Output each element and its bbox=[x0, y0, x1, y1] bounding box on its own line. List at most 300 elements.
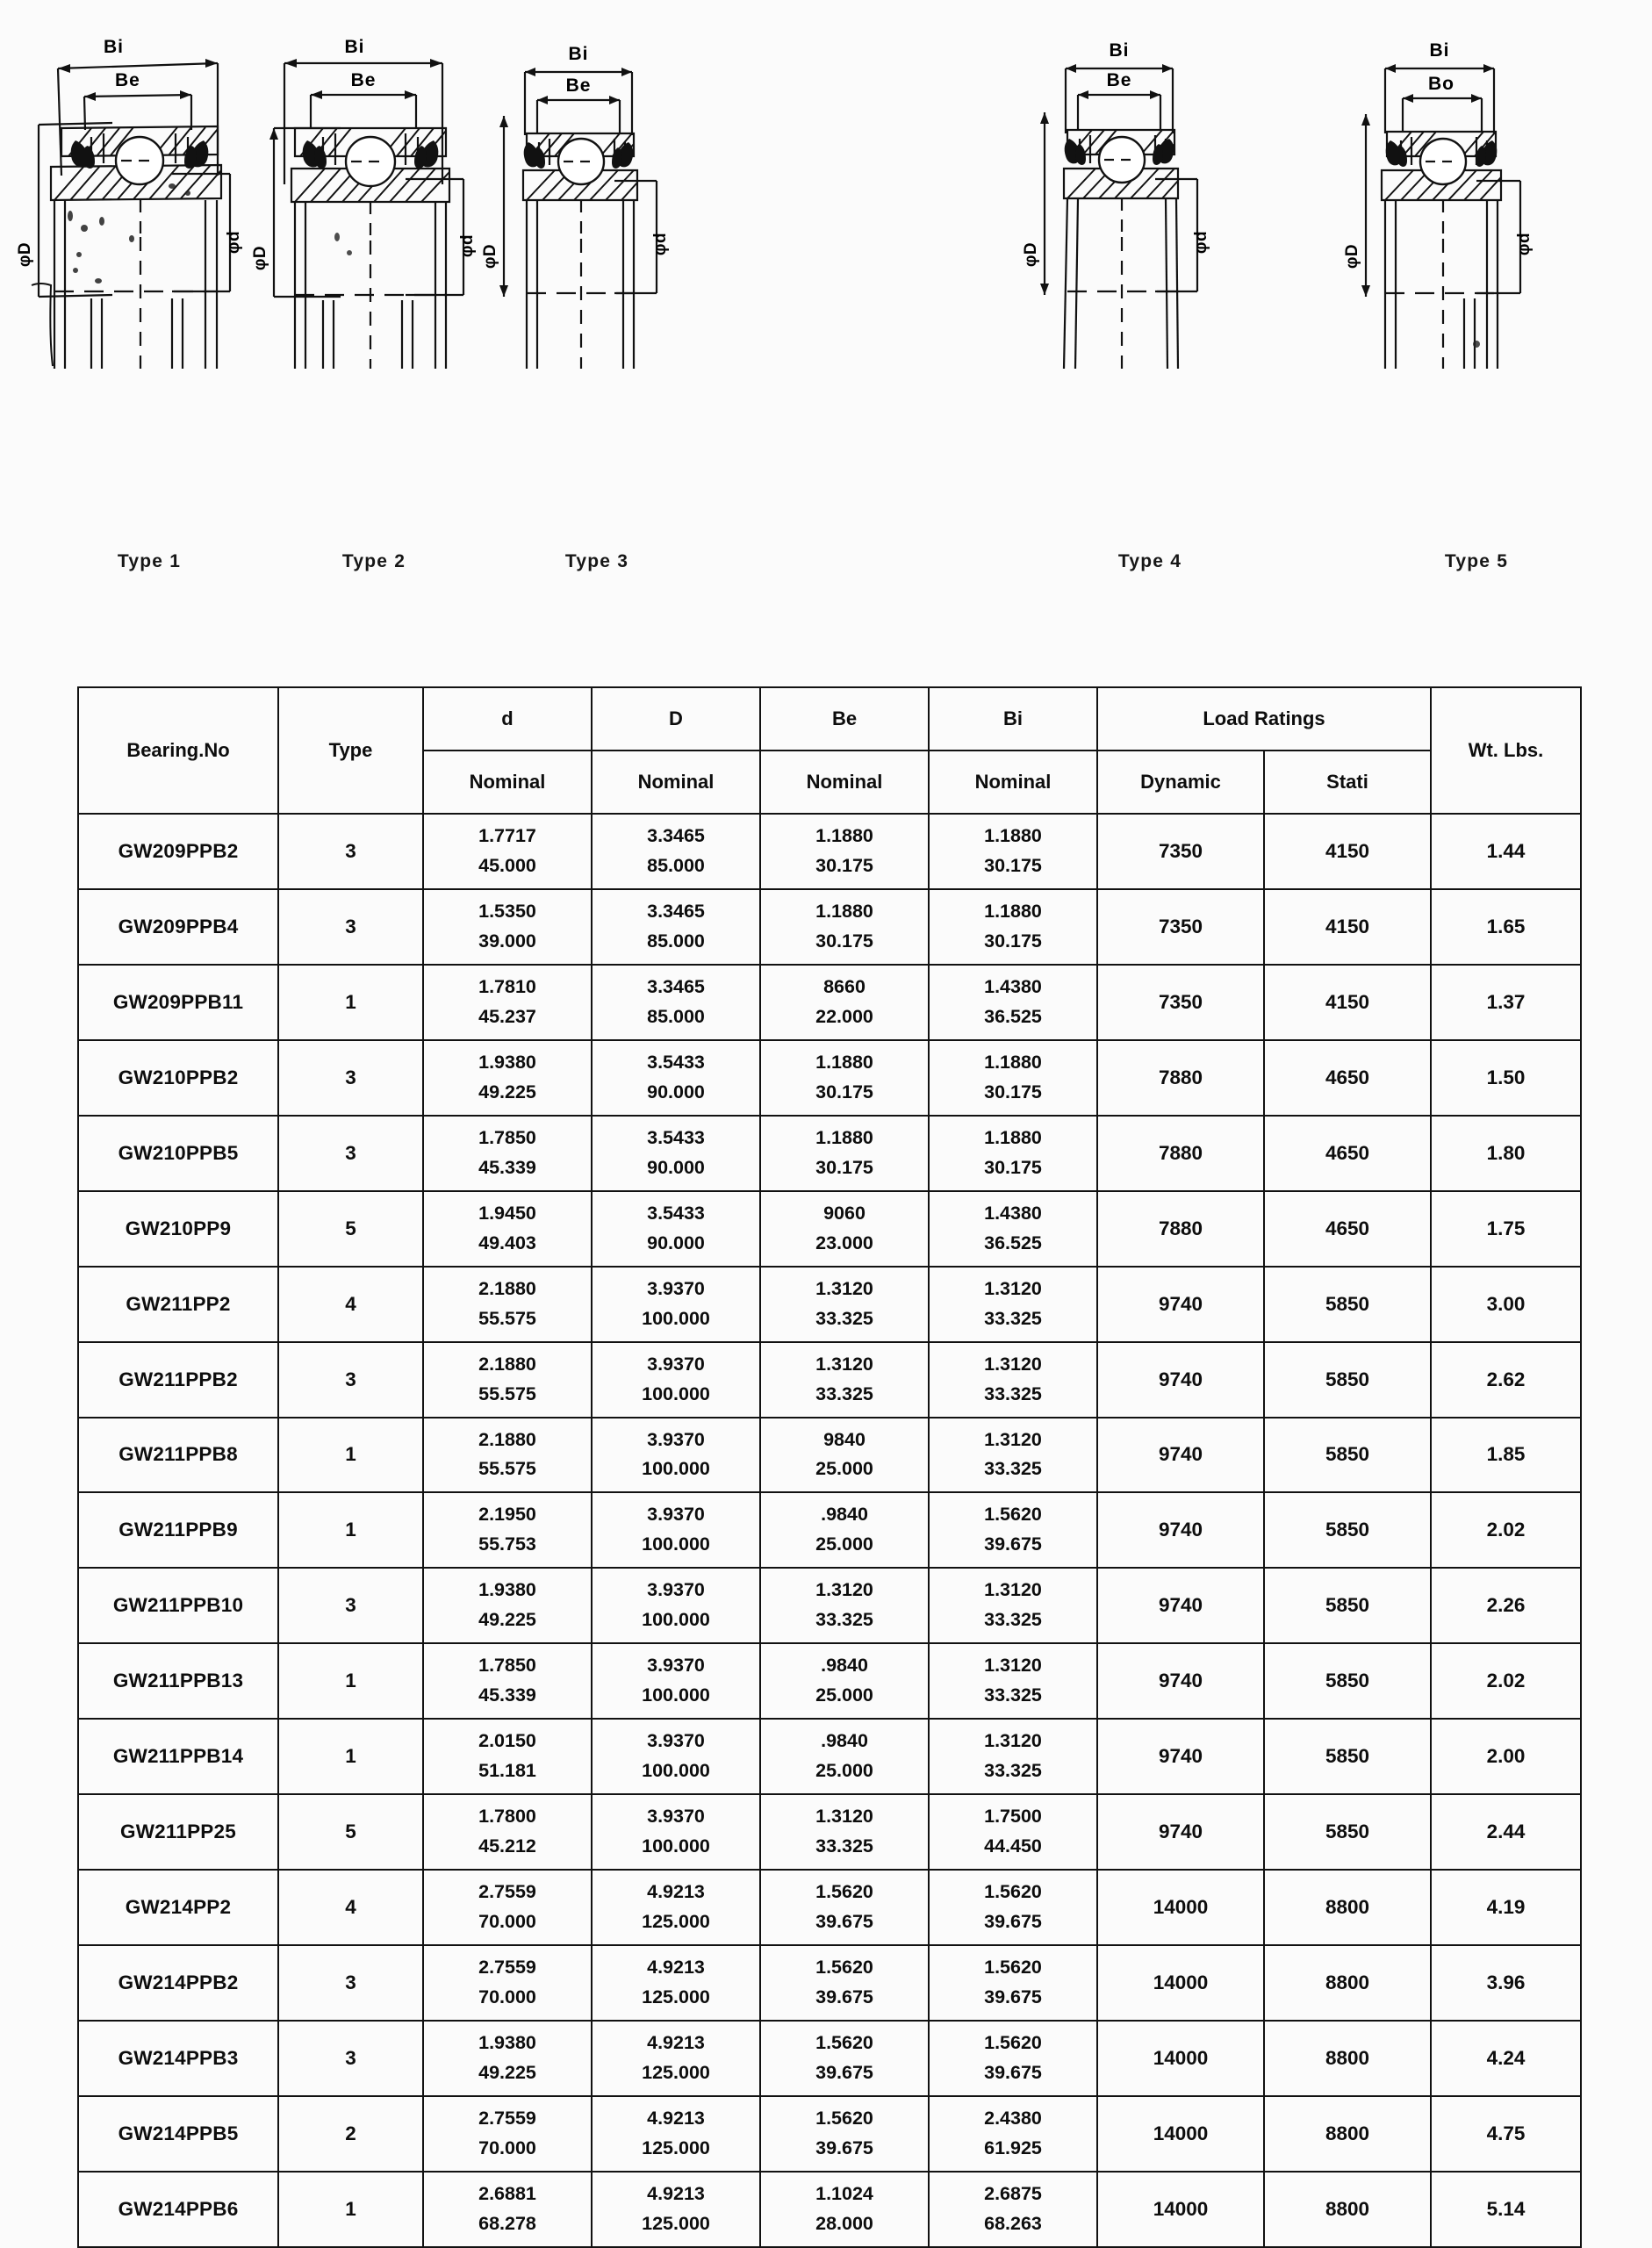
cell-weight: 4.19 bbox=[1431, 1870, 1581, 1945]
d-mm: 49.225 bbox=[478, 1609, 536, 1631]
cell-Bi bbox=[929, 1945, 1097, 2021]
D-mm: 125.000 bbox=[642, 1911, 710, 1933]
cell-type: 4 bbox=[278, 1870, 423, 1945]
table-row bbox=[78, 1945, 1581, 2021]
cell-D bbox=[592, 1267, 760, 1342]
cell-weight: 1.50 bbox=[1431, 1040, 1581, 1116]
cell-bearing-no: GW214PPB6 bbox=[78, 2172, 278, 2247]
inner-diameter-label: φd bbox=[651, 232, 670, 256]
cell-Be bbox=[760, 1267, 929, 1342]
cell-type: 1 bbox=[278, 2172, 423, 2247]
D-inch: 3.5433 bbox=[647, 1051, 705, 1073]
D-inch: 3.9370 bbox=[647, 1806, 705, 1828]
header-Bi: Bi bbox=[929, 687, 1097, 751]
Bi-mm: 33.325 bbox=[984, 1760, 1042, 1782]
cell-static-load: 5850 bbox=[1264, 1719, 1431, 1794]
Be-inch: 1.3120 bbox=[815, 1277, 873, 1299]
cell-bearing-no: GW210PPB2 bbox=[78, 1040, 278, 1116]
cell-bearing-no: GW211PPB2 bbox=[78, 1342, 278, 1418]
header-bearing-no: Bearing.No bbox=[78, 687, 278, 814]
type-5-caption: Type 5 bbox=[1444, 551, 1509, 571]
Bi-mm: 33.325 bbox=[984, 1383, 1042, 1404]
header-d-nominal: Nominal bbox=[423, 751, 592, 814]
d-mm: 39.000 bbox=[478, 930, 536, 952]
cell-d bbox=[423, 814, 592, 889]
cell-bearing-no: GW211PPB13 bbox=[78, 1643, 278, 1719]
Be-inch: 1.1880 bbox=[815, 900, 873, 922]
d-inch: 1.5350 bbox=[478, 900, 536, 922]
cell-D bbox=[592, 889, 760, 965]
table-row bbox=[78, 1116, 1581, 1191]
d-inch: 1.7717 bbox=[478, 825, 536, 846]
D-mm: 100.000 bbox=[642, 1609, 710, 1631]
cell-dynamic-load: 9740 bbox=[1097, 1643, 1264, 1719]
cell-bearing-no: GW209PPB2 bbox=[78, 814, 278, 889]
D-mm: 100.000 bbox=[642, 1458, 710, 1480]
cell-Be bbox=[760, 1342, 929, 1418]
cell-weight: 3.96 bbox=[1431, 1945, 1581, 2021]
cell-D bbox=[592, 1568, 760, 1643]
d-mm: 55.753 bbox=[478, 1533, 536, 1555]
Bi-inch: 1.7500 bbox=[984, 1806, 1042, 1828]
table-row bbox=[78, 1492, 1581, 1568]
cell-type: 5 bbox=[278, 1191, 423, 1267]
cell-d bbox=[423, 2096, 592, 2172]
d-mm: 70.000 bbox=[478, 1986, 536, 2008]
cell-type: 5 bbox=[278, 1794, 423, 1870]
table-row bbox=[78, 2172, 1581, 2247]
Be-mm: 39.675 bbox=[815, 1911, 873, 1933]
cell-static-load: 4150 bbox=[1264, 814, 1431, 889]
cell-Be bbox=[760, 1719, 929, 1794]
cell-weight: 1.37 bbox=[1431, 965, 1581, 1040]
cell-dynamic-load: 9740 bbox=[1097, 1492, 1264, 1568]
D-inch: 3.9370 bbox=[647, 1730, 705, 1752]
bearing-diagram-type-5 bbox=[1327, 18, 1626, 597]
cell-static-load: 4150 bbox=[1264, 965, 1431, 1040]
cell-d bbox=[423, 1191, 592, 1267]
Be-mm: 33.325 bbox=[815, 1835, 873, 1857]
D-inch: 3.3465 bbox=[647, 975, 705, 997]
cell-weight: 2.02 bbox=[1431, 1643, 1581, 1719]
D-inch: 4.9213 bbox=[647, 1957, 705, 1979]
cell-Be bbox=[760, 1191, 929, 1267]
D-mm: 85.000 bbox=[647, 930, 705, 952]
cell-static-load: 5850 bbox=[1264, 1342, 1431, 1418]
cell-D bbox=[592, 965, 760, 1040]
cell-dynamic-load: 7880 bbox=[1097, 1040, 1264, 1116]
cell-D bbox=[592, 2172, 760, 2247]
cell-Be bbox=[760, 1040, 929, 1116]
Bi-inch: 1.5620 bbox=[984, 1957, 1042, 1979]
D-inch: 4.9213 bbox=[647, 2032, 705, 2053]
cell-type: 3 bbox=[278, 814, 423, 889]
cell-weight: 3.00 bbox=[1431, 1267, 1581, 1342]
Be-mm: 25.000 bbox=[815, 1760, 873, 1782]
be-dimension-label: Be bbox=[1106, 70, 1132, 90]
cell-weight: 2.02 bbox=[1431, 1492, 1581, 1568]
D-mm: 90.000 bbox=[647, 1156, 705, 1178]
cell-D bbox=[592, 1342, 760, 1418]
D-inch: 3.9370 bbox=[647, 1579, 705, 1601]
cell-D bbox=[592, 2096, 760, 2172]
d-inch: 2.1880 bbox=[478, 1353, 536, 1375]
Be-mm: 33.325 bbox=[815, 1307, 873, 1329]
bi-dimension-label: Bi bbox=[1429, 40, 1450, 61]
cell-type: 3 bbox=[278, 889, 423, 965]
table-row bbox=[78, 1418, 1581, 1493]
inner-diameter-label: φd bbox=[1192, 230, 1210, 255]
cell-static-load: 5850 bbox=[1264, 1568, 1431, 1643]
cell-d bbox=[423, 1794, 592, 1870]
cell-D bbox=[592, 1643, 760, 1719]
d-inch: 1.9380 bbox=[478, 1051, 536, 1073]
cell-dynamic-load: 9740 bbox=[1097, 1267, 1264, 1342]
bi-dimension-label: Bi bbox=[344, 37, 365, 57]
cell-type: 3 bbox=[278, 1342, 423, 1418]
cell-Be bbox=[760, 965, 929, 1040]
Be-mm: 25.000 bbox=[815, 1684, 873, 1706]
Bi-mm: 36.525 bbox=[984, 1005, 1042, 1027]
type-3-drawing bbox=[448, 18, 746, 562]
d-inch: 1.7850 bbox=[478, 1655, 536, 1677]
cell-D bbox=[592, 814, 760, 889]
Be-mm: 22.000 bbox=[815, 1005, 873, 1027]
cell-bearing-no: GW211PPB9 bbox=[78, 1492, 278, 1568]
cell-D bbox=[592, 1191, 760, 1267]
cell-bearing-no: GW214PP2 bbox=[78, 1870, 278, 1945]
cell-Be bbox=[760, 814, 929, 889]
Bi-inch: 1.4380 bbox=[984, 1202, 1042, 1224]
cell-bearing-no: GW211PP25 bbox=[78, 1794, 278, 1870]
cell-d bbox=[423, 1116, 592, 1191]
Be-inch: .9840 bbox=[821, 1655, 868, 1677]
cell-dynamic-load: 9740 bbox=[1097, 1342, 1264, 1418]
Bi-mm: 30.175 bbox=[984, 854, 1042, 876]
d-mm: 55.575 bbox=[478, 1383, 536, 1404]
cell-Be bbox=[760, 2172, 929, 2247]
Bi-inch: 1.3120 bbox=[984, 1277, 1042, 1299]
d-inch: 2.1880 bbox=[478, 1428, 536, 1450]
cell-Be bbox=[760, 1568, 929, 1643]
cell-type: 1 bbox=[278, 1719, 423, 1794]
D-inch: 3.9370 bbox=[647, 1277, 705, 1299]
D-inch: 4.9213 bbox=[647, 2107, 705, 2129]
Be-inch: 9060 bbox=[823, 1202, 866, 1224]
Be-mm: 30.175 bbox=[815, 854, 873, 876]
D-mm: 125.000 bbox=[642, 2137, 710, 2158]
cell-dynamic-load: 14000 bbox=[1097, 2021, 1264, 2096]
table-row bbox=[78, 1040, 1581, 1116]
cell-weight: 2.00 bbox=[1431, 1719, 1581, 1794]
cell-weight: 4.24 bbox=[1431, 2021, 1581, 2096]
Be-mm: 23.000 bbox=[815, 1232, 873, 1253]
cell-weight: 1.80 bbox=[1431, 1116, 1581, 1191]
cell-type: 1 bbox=[278, 1418, 423, 1493]
cell-Be bbox=[760, 1945, 929, 2021]
cell-dynamic-load: 14000 bbox=[1097, 2096, 1264, 2172]
cell-weight: 1.75 bbox=[1431, 1191, 1581, 1267]
header-Be-nominal: Nominal bbox=[760, 751, 929, 814]
table-row bbox=[78, 2096, 1581, 2172]
table-row bbox=[78, 889, 1581, 965]
D-mm: 100.000 bbox=[642, 1307, 710, 1329]
d-mm: 45.339 bbox=[478, 1684, 536, 1706]
Bi-mm: 36.525 bbox=[984, 1232, 1042, 1253]
be-dimension-label: Be bbox=[115, 70, 140, 90]
cell-weight: 2.44 bbox=[1431, 1794, 1581, 1870]
d-inch: 2.7559 bbox=[478, 1957, 536, 1979]
d-inch: 1.9450 bbox=[478, 1202, 536, 1224]
header-type: Type bbox=[278, 687, 423, 814]
cell-static-load: 4650 bbox=[1264, 1040, 1431, 1116]
Be-inch: 1.5620 bbox=[815, 1957, 873, 1979]
D-inch: 3.9370 bbox=[647, 1353, 705, 1375]
D-inch: 4.9213 bbox=[647, 1881, 705, 1903]
d-mm: 68.278 bbox=[478, 2212, 536, 2234]
inner-diameter-label: φd bbox=[458, 233, 477, 258]
d-inch: 1.9380 bbox=[478, 1579, 536, 1601]
d-mm: 45.339 bbox=[478, 1156, 536, 1178]
Be-inch: 1.1880 bbox=[815, 1126, 873, 1148]
cell-dynamic-load: 9740 bbox=[1097, 1794, 1264, 1870]
cell-static-load: 5850 bbox=[1264, 1643, 1431, 1719]
cell-dynamic-load: 7350 bbox=[1097, 889, 1264, 965]
D-mm: 100.000 bbox=[642, 1383, 710, 1404]
Be-mm: 30.175 bbox=[815, 1081, 873, 1102]
cell-Bi bbox=[929, 2172, 1097, 2247]
cell-weight: 4.75 bbox=[1431, 2096, 1581, 2172]
bearing-diagram-type-3 bbox=[448, 18, 746, 597]
Bi-mm: 30.175 bbox=[984, 1081, 1042, 1102]
D-inch: 3.9370 bbox=[647, 1428, 705, 1450]
table-row bbox=[78, 1794, 1581, 1870]
d-inch: 2.6881 bbox=[478, 2182, 536, 2204]
d-inch: 2.7559 bbox=[478, 1881, 536, 1903]
d-mm: 45.237 bbox=[478, 1005, 536, 1027]
cell-d bbox=[423, 1719, 592, 1794]
cell-dynamic-load: 7880 bbox=[1097, 1116, 1264, 1191]
cell-static-load: 8800 bbox=[1264, 1945, 1431, 2021]
Bi-inch: 1.5620 bbox=[984, 2032, 1042, 2053]
cell-Be bbox=[760, 1794, 929, 1870]
header-D-nominal: Nominal bbox=[592, 751, 760, 814]
D-mm: 125.000 bbox=[642, 1986, 710, 2008]
cell-Bi bbox=[929, 1794, 1097, 1870]
cell-bearing-no: GW210PP9 bbox=[78, 1191, 278, 1267]
outer-diameter-label: φD bbox=[16, 241, 34, 268]
cell-dynamic-load: 7350 bbox=[1097, 814, 1264, 889]
cell-type: 3 bbox=[278, 1040, 423, 1116]
cell-weight: 1.85 bbox=[1431, 1418, 1581, 1493]
bi-dimension-label: Bi bbox=[568, 44, 589, 64]
cell-Bi bbox=[929, 1719, 1097, 1794]
cell-bearing-no: GW211PPB8 bbox=[78, 1418, 278, 1493]
cell-D bbox=[592, 1492, 760, 1568]
D-inch: 3.9370 bbox=[647, 1655, 705, 1677]
cell-bearing-no: GW214PPB5 bbox=[78, 2096, 278, 2172]
d-mm: 49.225 bbox=[478, 2061, 536, 2083]
table-row bbox=[78, 1870, 1581, 1945]
type-3-caption: Type 3 bbox=[564, 551, 629, 571]
cell-d bbox=[423, 1870, 592, 1945]
Bi-inch: 1.5620 bbox=[984, 1504, 1042, 1526]
d-mm: 70.000 bbox=[478, 2137, 536, 2158]
table-body bbox=[78, 814, 1581, 2247]
Bi-inch: 1.3120 bbox=[984, 1428, 1042, 1450]
cell-d bbox=[423, 1568, 592, 1643]
cell-dynamic-load: 7350 bbox=[1097, 965, 1264, 1040]
Bi-mm: 39.675 bbox=[984, 1986, 1042, 2008]
bearing-diagrams-strip bbox=[0, 0, 1652, 606]
table-row bbox=[78, 1342, 1581, 1418]
Bi-mm: 30.175 bbox=[984, 1156, 1042, 1178]
Bi-mm: 39.675 bbox=[984, 1911, 1042, 1933]
d-inch: 1.7800 bbox=[478, 1806, 536, 1828]
bi-dimension-label: Bi bbox=[1109, 40, 1130, 61]
cell-d bbox=[423, 1643, 592, 1719]
D-inch: 3.9370 bbox=[647, 1504, 705, 1526]
Be-mm: 28.000 bbox=[815, 2212, 873, 2234]
Be-mm: 33.325 bbox=[815, 1609, 873, 1631]
D-mm: 100.000 bbox=[642, 1760, 710, 1782]
cell-Be bbox=[760, 1870, 929, 1945]
Be-mm: 30.175 bbox=[815, 1156, 873, 1178]
table-header bbox=[78, 687, 1581, 814]
cell-D bbox=[592, 1719, 760, 1794]
d-mm: 45.000 bbox=[478, 854, 536, 876]
bearing-diagram-type-4 bbox=[1001, 18, 1299, 597]
cell-Be bbox=[760, 1492, 929, 1568]
Be-inch: 9840 bbox=[823, 1428, 866, 1450]
outer-diameter-label: φD bbox=[1343, 243, 1361, 269]
Be-inch: .9840 bbox=[821, 1504, 868, 1526]
cell-D bbox=[592, 1794, 760, 1870]
cell-static-load: 8800 bbox=[1264, 2172, 1431, 2247]
cell-Bi bbox=[929, 1643, 1097, 1719]
inner-diameter-label: φd bbox=[1515, 232, 1533, 256]
cell-d bbox=[423, 1342, 592, 1418]
d-inch: 2.1950 bbox=[478, 1504, 536, 1526]
d-mm: 49.225 bbox=[478, 1081, 536, 1102]
table-row bbox=[78, 1643, 1581, 1719]
cell-dynamic-load: 9740 bbox=[1097, 1418, 1264, 1493]
cell-weight: 1.44 bbox=[1431, 814, 1581, 889]
cell-D bbox=[592, 2021, 760, 2096]
header-Be: Be bbox=[760, 687, 929, 751]
d-mm: 49.403 bbox=[478, 1232, 536, 1253]
cell-static-load: 5850 bbox=[1264, 1794, 1431, 1870]
cell-type: 1 bbox=[278, 1643, 423, 1719]
cell-dynamic-load: 7880 bbox=[1097, 1191, 1264, 1267]
be-dimension-label: Bo bbox=[1428, 74, 1454, 94]
cell-bearing-no: GW209PPB4 bbox=[78, 889, 278, 965]
cell-D bbox=[592, 1116, 760, 1191]
header-weight-line2: Lbs. bbox=[1504, 738, 1544, 761]
Be-inch: 1.5620 bbox=[815, 2032, 873, 2053]
Bi-mm: 33.325 bbox=[984, 1609, 1042, 1631]
cell-type: 1 bbox=[278, 1492, 423, 1568]
cell-Bi bbox=[929, 1870, 1097, 1945]
inner-diameter-label: φd bbox=[225, 230, 243, 255]
Be-inch: 1.1024 bbox=[815, 2182, 873, 2204]
D-mm: 90.000 bbox=[647, 1081, 705, 1102]
cell-type: 3 bbox=[278, 1568, 423, 1643]
D-mm: 125.000 bbox=[642, 2212, 710, 2234]
Bi-inch: 1.3120 bbox=[984, 1655, 1042, 1677]
cell-Bi bbox=[929, 2096, 1097, 2172]
cell-Be bbox=[760, 2096, 929, 2172]
cell-Be bbox=[760, 1643, 929, 1719]
Bi-mm: 33.325 bbox=[984, 1307, 1042, 1329]
D-mm: 85.000 bbox=[647, 1005, 705, 1027]
be-dimension-label: Be bbox=[565, 75, 592, 96]
cell-D bbox=[592, 1870, 760, 1945]
cell-Be bbox=[760, 1418, 929, 1493]
type-1-caption: Type 1 bbox=[117, 551, 182, 571]
cell-dynamic-load: 9740 bbox=[1097, 1719, 1264, 1794]
cell-Bi bbox=[929, 889, 1097, 965]
cell-Bi bbox=[929, 1267, 1097, 1342]
Be-inch: 1.3120 bbox=[815, 1579, 873, 1601]
header-dynamic: Dynamic bbox=[1097, 751, 1264, 814]
cell-Bi bbox=[929, 1040, 1097, 1116]
D-inch: 3.3465 bbox=[647, 825, 705, 846]
Bi-inch: 2.6875 bbox=[984, 2182, 1042, 2204]
cell-dynamic-load: 14000 bbox=[1097, 1870, 1264, 1945]
Bi-inch: 1.1880 bbox=[984, 825, 1042, 846]
cell-type: 1 bbox=[278, 965, 423, 1040]
cell-D bbox=[592, 1040, 760, 1116]
d-inch: 1.7810 bbox=[478, 975, 536, 997]
cell-weight: 5.14 bbox=[1431, 2172, 1581, 2247]
Be-inch: 1.3120 bbox=[815, 1806, 873, 1828]
d-mm: 55.575 bbox=[478, 1307, 536, 1329]
Be-mm: 33.325 bbox=[815, 1383, 873, 1404]
Bi-mm: 39.675 bbox=[984, 1533, 1042, 1555]
cell-bearing-no: GW211PPB10 bbox=[78, 1568, 278, 1643]
Be-mm: 39.675 bbox=[815, 1986, 873, 2008]
type-2-caption: Type 2 bbox=[341, 551, 406, 571]
cell-Bi bbox=[929, 814, 1097, 889]
table-row bbox=[78, 1267, 1581, 1342]
cell-Bi bbox=[929, 965, 1097, 1040]
cell-D bbox=[592, 1945, 760, 2021]
Be-mm: 39.675 bbox=[815, 2137, 873, 2158]
Bi-inch: 1.3120 bbox=[984, 1353, 1042, 1375]
d-mm: 51.181 bbox=[478, 1760, 536, 1782]
d-inch: 2.0150 bbox=[478, 1730, 536, 1752]
table-row bbox=[78, 1191, 1581, 1267]
cell-bearing-no: GW214PPB2 bbox=[78, 1945, 278, 2021]
Bi-mm: 30.175 bbox=[984, 930, 1042, 952]
cell-bearing-no: GW210PPB5 bbox=[78, 1116, 278, 1191]
D-mm: 100.000 bbox=[642, 1533, 710, 1555]
D-mm: 90.000 bbox=[647, 1232, 705, 1253]
d-mm: 55.575 bbox=[478, 1458, 536, 1480]
header-Bi-nominal: Nominal bbox=[929, 751, 1097, 814]
be-dimension-label: Be bbox=[350, 70, 377, 90]
bearing-spec-table bbox=[77, 686, 1582, 2248]
cell-Bi bbox=[929, 1568, 1097, 1643]
D-inch: 3.5433 bbox=[647, 1126, 705, 1148]
Be-inch: 1.5620 bbox=[815, 2107, 873, 2129]
cell-static-load: 4150 bbox=[1264, 889, 1431, 965]
Bi-inch: 1.5620 bbox=[984, 1881, 1042, 1903]
Bi-mm: 33.325 bbox=[984, 1458, 1042, 1480]
D-mm: 125.000 bbox=[642, 2061, 710, 2083]
type-4-caption: Type 4 bbox=[1117, 551, 1182, 571]
